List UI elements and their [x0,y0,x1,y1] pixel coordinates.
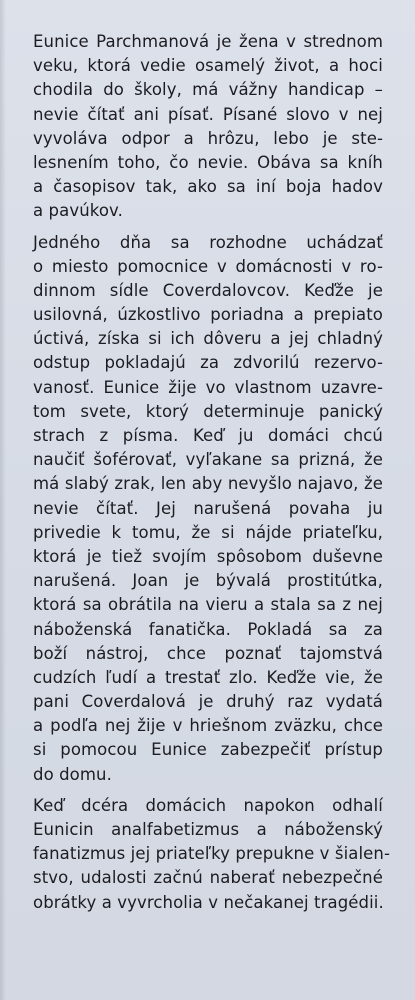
text-line: Jedného dňa sa rozhodne uchádzať [33,232,383,252]
text-line: narušená. Joan je bývalá prostitútka, [33,571,383,591]
text-line: dinnom sídle Coverdalovcov. Keďže je [33,280,383,300]
page-edge-shadow [0,0,6,1000]
text-line: nevie čítať ani písať. Písané slovo v nej [33,104,383,124]
text-line: fanatizmus jej priateľky prepukne v šialen- [33,844,391,864]
paragraph [33,231,383,787]
text-line: ktorá je tiež svojím spôsobom duševne [33,546,383,566]
text-line: veku, ktorá vedie osamelý život, a hoci [33,56,383,76]
text-line: lesnením toho, čo nevie. Obáva sa kníh [33,152,383,172]
text-line: o miesto pomocnice v domácnosti v ro- [33,256,383,276]
text-line: náboženská fanatička. Pokladá sa za [33,619,383,639]
text-line: do domu. [33,764,112,784]
text-line: strach z písma. Keď ju domáci chcú [33,426,383,445]
text-line: nevie čítať. Jej narušená povaha ju [33,498,383,518]
text-line: a časopisov tak, ako sa iní boja hadov [33,177,383,197]
text-line: privedie k tomu, že si nájde priateľku, [33,522,383,542]
text-line: pani Coverdalová je druhý raz vydatá [33,692,383,712]
text-line: si pomocou Eunice zabezpečiť prístup [33,740,383,760]
text-line: Keď dcéra domácich napokon odhalí [33,795,383,815]
text-line: a podľa nej žije v hriešnom zväzku, chce [33,716,383,736]
paragraph [33,794,391,915]
paragraph [33,30,383,224]
text-line: chodila do školy, má vážny handicap – [33,80,383,100]
text-line: a pavúkov. [33,201,123,221]
text-line: Eunice Parchmanová je žena v strednom [33,32,383,51]
text-line: usilovná, úzkostlivo poriadna a prepiato [33,305,383,325]
blurb-text [33,30,391,922]
text-line: obrátky a vyvrcholia v nečakanej tragédii. [33,892,384,912]
text-line: odstup pokladajú za zdvorilú rezervo- [33,353,383,373]
text-line: ktorá sa obrátila na vieru a stala sa z nej [33,595,383,615]
text-line: tom svete, ktorý determinuje panický [33,401,383,421]
text-line: vyvoláva odpor a hrôzu, lebo je ste- [33,128,383,148]
text-line: Eunicin analfabetizmus a náboženský [33,820,383,839]
text-line: boží nástroj, chce poznať tajomstvá [33,643,383,663]
text-line: stvo, udalosti začnú naberať nebezpečné [33,868,383,888]
text-line: cudzích ľudí a trestať zlo. Keďže vie, že [33,667,383,687]
text-line: úctivá, získa si ich dôveru a jej chladný [33,329,383,349]
text-line: vanosť. Eunice žije vo vlastnom uzavre- [33,377,383,397]
text-line: má slabý zrak, len aby nevyšlo najavo, že [33,474,383,494]
text-line: naučiť šoférovať, vyľakane sa prizná, že [33,450,383,470]
